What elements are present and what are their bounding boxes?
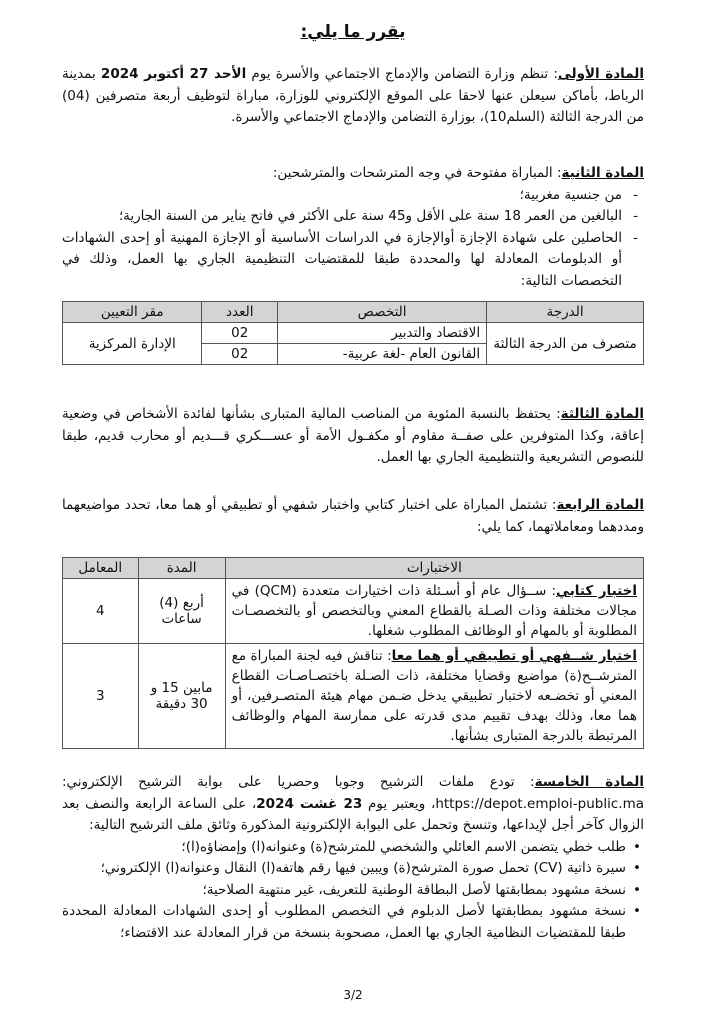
list-item: • نسخة مشهود بمطابقتها لأصل البطاقة الوطنية للتعريف، غير منتهية الصلاحية؛ <box>62 880 644 902</box>
article-2-conditions <box>62 185 644 293</box>
condition-item: - الحاصلين على شهادة الإجازة أوالإجازة في الدراسات الأساسية أو الإجازة المهنية أو إحدى الشهادات أو الدبلومات المعادلة لها والمحددة طبقا للمقتضيات التنظيمية الجاري بها العمل، وذلك في التخصصات التالية: <box>62 228 644 293</box>
article-5-text-a: : تودع ملفات الترشيح وجوبا وحصريا على بوابة الترشيح الإلكتروني: <box>62 774 535 790</box>
table-row <box>63 323 644 344</box>
positions-table-wrap <box>62 301 644 365</box>
table-row <box>63 579 644 644</box>
test-text: : تناقش فيه لجنة المباراة مع المترشــح(ة) مواضيع وقضايا مختلفة، ذات الصـلة باختصـاصـات القطاع المعني أو تخضـعه لاختبار تطبيقي يدخل ضـمن مهام هيئة المتصـرفين، أو هما معا، وذلك بهدف تقييم مدى قدرته على ممارسة المهام والوظائف المرتبطة بالدرجة المتبارى بشأنها. <box>231 648 637 744</box>
article-5-text-c: ، على الساعة الرابعة والنصف بعد الزوال كآخر أجل لإيداعها، وتنسخ وتحمل على البوابة الإلكترونية المذكورة وثائق ملف الترشيح التالية: <box>62 795 644 833</box>
specialty-cell: القانون العام -لغة عربية- <box>277 344 486 365</box>
page-title: يقرر ما يلي: <box>300 22 406 42</box>
list-item: • نسخة مشهود بمطابقتها لأصل الدبلوم في التخصص المطلوب أو إحدى الشهادات المعادلة المحددة طبقا للمقتضيات النظامية الجاري بها العمل، مصحوبة بنسخة من قرار المعادلة عند الاقتضاء؛ <box>62 901 644 944</box>
table-header-duration: المدة <box>138 558 225 579</box>
table-header-tests: الاختبارات <box>225 558 643 579</box>
article-4 <box>62 495 644 538</box>
table-header-location: مقر التعيين <box>63 302 202 323</box>
article-5-text-b: ، ويعتبر يوم <box>362 795 436 812</box>
test-text: : ســؤال عام أو أسـئلة ذات اختيارات متعددة (QCM) في مجالات مختلفة وذات الصـلة بالقطاع المعني وبالتخصص أو بالتخصصـات المطلوبة أو بالمهام أو الوظائف المطلوب شغلها. <box>231 583 637 639</box>
positions-table <box>62 301 644 365</box>
table-header-count: العدد <box>202 302 278 323</box>
page-number: 3/2 <box>343 988 363 1002</box>
coefficient-cell: 4 <box>63 579 139 644</box>
article-1 <box>62 64 644 129</box>
article-1-text-a: : تنظم وزارة التضامن والإدماج الاجتماعي والأسرة يوم <box>246 66 558 82</box>
article-4-text: : تشتمل المباراة على اختبار كتابي واختبار شفهي أو تطبيقي أو هما معا، تحدد مواضيعهما ومددهما ومعاملاتهما، كما يلي: <box>62 497 644 535</box>
count-cell: 02 <box>202 344 278 365</box>
duration-cell: مابين 15 و 30 دقيقة <box>138 644 225 749</box>
test-cell <box>225 644 643 749</box>
article-2-intro: : المباراة مفتوحة في وجه المترشحات والمترشحين: <box>272 165 562 181</box>
coefficient-cell: 3 <box>63 644 139 749</box>
deadline-date: 23 غشت 2024 <box>256 795 363 812</box>
grade-cell: متصرف من الدرجة الثالثة <box>487 323 644 365</box>
specialty-cell: الاقتصاد والتدبير <box>277 323 486 344</box>
test-cell <box>225 579 643 644</box>
condition-item: - البالغين من العمر 18 سنة على الأقل و45 سنة على الأكثر في فاتح يناير من السنة الجارية؛ <box>62 206 644 228</box>
exams-table-wrap <box>62 557 644 749</box>
article-5-label: المادة الخامسة <box>534 774 644 790</box>
table-row <box>63 644 644 749</box>
exams-table <box>62 557 644 749</box>
table-header-coefficient: المعامل <box>63 558 139 579</box>
count-cell: 02 <box>202 323 278 344</box>
test-label: اختبار شــفهي أو تطبيقي أو هما معا <box>391 648 637 664</box>
condition-item: - من جنسية مغربية؛ <box>62 185 644 207</box>
list-item: • طلب خطي يتضمن الاسم العائلي والشخصي للمترشح(ة) وعنوانه(ا) وإمضاؤه(ا)؛ <box>62 837 644 859</box>
article-3 <box>62 404 644 469</box>
duration-cell: أربع (4) ساعات <box>138 579 225 644</box>
article-1-text-b: بمدينة الرباط، بأماكن سيعلن عنها لاحقا على الموقع الإلكتروني للوزارة، مباراة لتوظيف أربعة متصرفين (04) من الدرجة الثالثة (السلم10)، بوزارة التضامن والإدماج الاجتماعي والأسرة. <box>62 66 644 125</box>
article-5 <box>62 772 644 944</box>
location-cell: الإدارة المركزية <box>63 323 202 365</box>
table-header-grade: الدرجة <box>487 302 644 323</box>
table-header-specialty: التخصص <box>277 302 486 323</box>
article-2-label: المادة الثانية <box>561 165 644 181</box>
article-4-label: المادة الرابعة <box>556 497 644 513</box>
article-2 <box>62 163 644 292</box>
article-1-label: المادة الأولى <box>557 66 644 82</box>
list-item: • سيرة ذاتية (CV) تحمل صورة المترشح(ة) ويبين فيها رقم هاتفه(ا) النقال وعنوانه(ا) الإلكتروني؛ <box>62 858 644 880</box>
test-label: اختبار كتابي <box>556 583 638 599</box>
article-3-label: المادة الثالثة <box>560 406 644 422</box>
required-documents-list <box>62 837 644 945</box>
portal-url: https://depot.emploi-public.ma <box>435 795 644 812</box>
article-3-text: : يحتفظ بالنسبة المئوية من المناصب المالية المتبارى بشأنها لفائدة الأشخاص في وضعية إعاقة، وكذا المتوفرين على صفــة مقاوم أو مكفـول الأمة أو عســـكري قـــديم أو محارب قديم، طبقا للنصوص التشريعية والتنظيمية الجاري بها العمل. <box>62 406 644 465</box>
article-1-date: الأحد 27 أكتوبر 2024 <box>100 66 247 82</box>
